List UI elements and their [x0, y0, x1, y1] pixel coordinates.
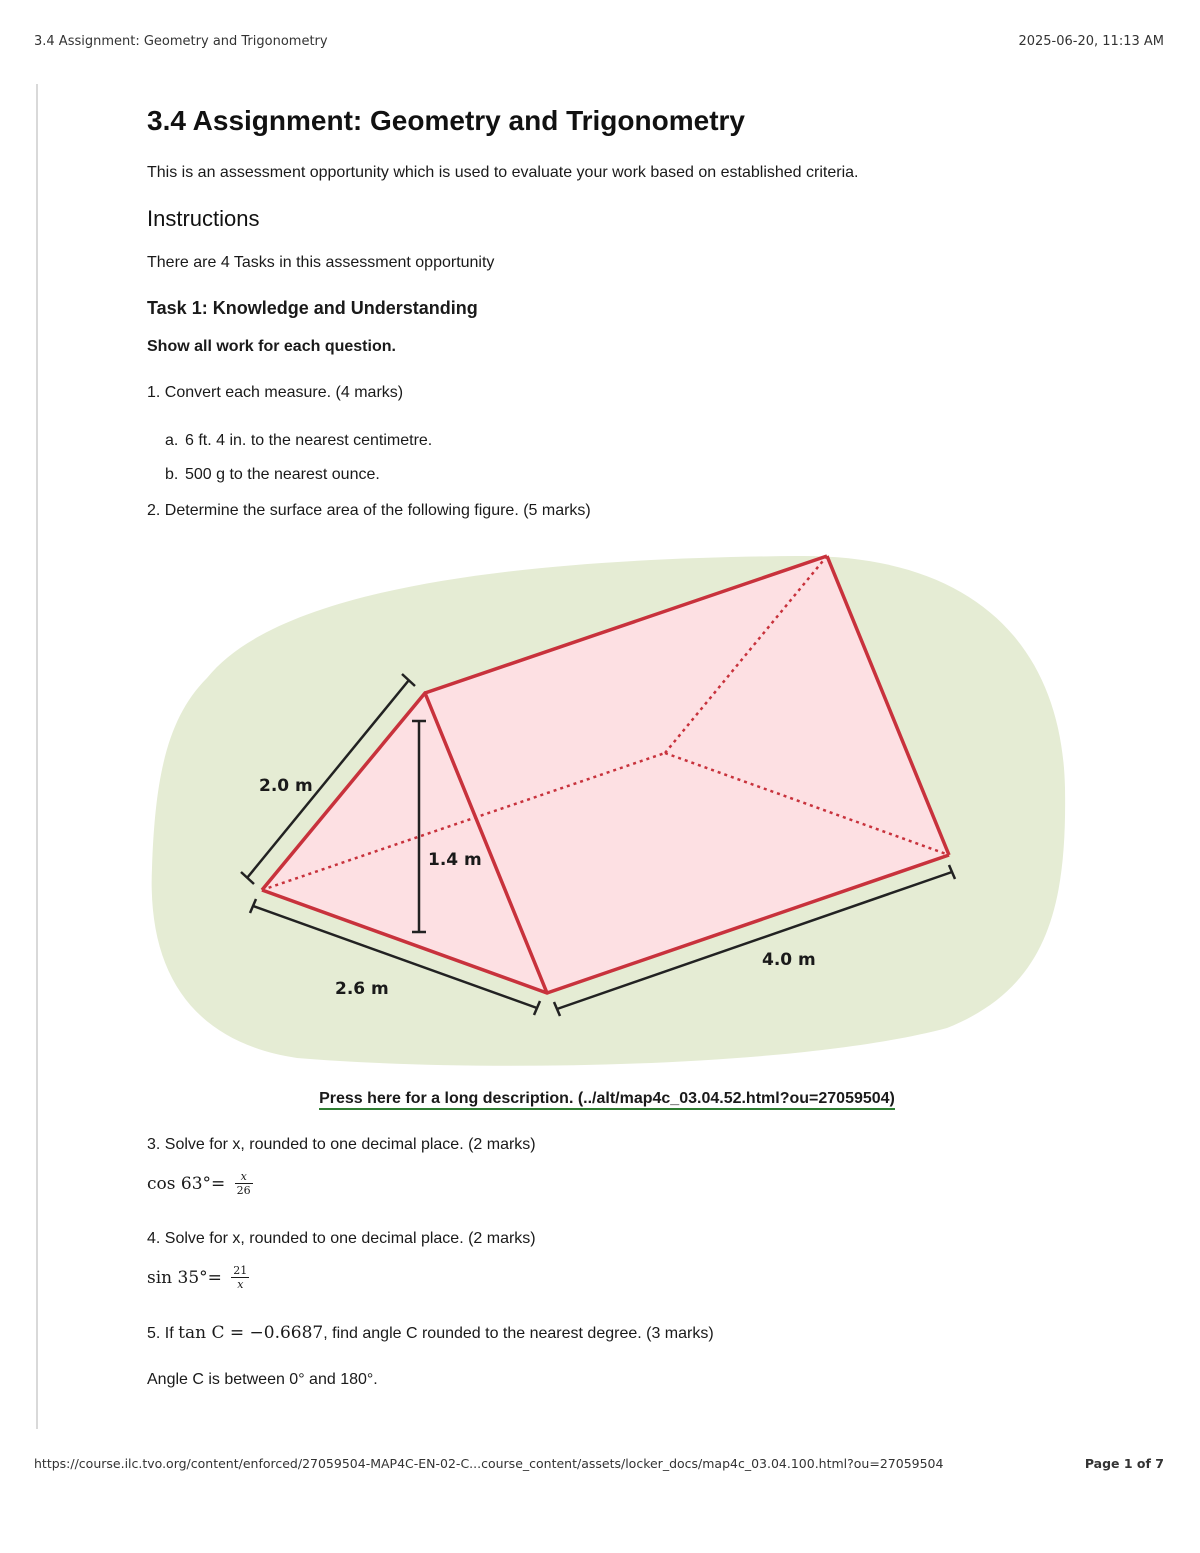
label-height: 1.4 m [428, 850, 482, 870]
fraction-numerator: 21 [233, 1264, 248, 1277]
question-4: 4. Solve for x, rounded to one decimal place. (2 marks) [147, 1230, 536, 1247]
equation-function: cos 63°= [147, 1173, 226, 1194]
question-1a [165, 430, 1067, 452]
long-description-wrapper [147, 1088, 1067, 1110]
question-5-suffix: , find angle C rounded to the nearest degree. (3 marks) [323, 1325, 714, 1342]
print-footer [34, 1456, 1164, 1476]
label-length: 4.0 m [762, 950, 816, 970]
triangular-prism-diagram [147, 538, 1067, 1078]
equation-fraction [231, 1264, 249, 1291]
question-1a-text: 6 ft. 4 in. to the nearest centimetre. [185, 432, 433, 449]
fraction-denominator: x [237, 1278, 244, 1291]
fraction-denominator: 26 [236, 1184, 251, 1197]
prism-figure [147, 538, 1067, 1078]
equation-fraction [235, 1170, 253, 1197]
label-slant: 2.0 m [259, 776, 313, 796]
task1-heading: Task 1: Knowledge and Understanding [147, 298, 478, 318]
question-4-equation [147, 1264, 1067, 1300]
question-5-math: tan C = −0.6687 [178, 1323, 324, 1343]
instructions-heading: Instructions [147, 206, 260, 231]
question-5 [147, 1322, 1067, 1345]
print-footer-page: Page 1 of 7 [1084, 1456, 1164, 1471]
intro-text: This is an assessment opportunity which is used to evaluate your work based on established criteria. [147, 164, 859, 181]
fraction-numerator: x [235, 1170, 253, 1184]
question-3-equation [147, 1170, 1067, 1206]
question-3: 3. Solve for x, rounded to one decimal place. (2 marks) [147, 1136, 536, 1153]
print-footer-url: https://course.ilc.tvo.org/content/enforced/27059504-MAP4C-EN-02-C...course_content/assets/locker_docs/map4c_03.04.100.html?ou=27059504 [34, 1456, 944, 1471]
label-base: 2.6 m [335, 979, 389, 999]
question-2: 2. Determine the surface area of the following figure. (5 marks) [147, 502, 591, 519]
list-marker: b. [165, 466, 179, 483]
show-work-note: Show all work for each question. [147, 338, 396, 355]
question-1-parts [147, 430, 1067, 486]
page-title: 3.4 Assignment: Geometry and Trigonometry [147, 105, 745, 136]
content-divider [36, 84, 38, 1429]
assignment-content [147, 102, 1067, 1391]
task-count-text: There are 4 Tasks in this assessment opportunity [147, 254, 495, 271]
long-description-link[interactable]: Press here for a long description. (../alt/map4c_03.04.52.html?ou=27059504) [319, 1090, 895, 1110]
question-5-prefix: 5. If [147, 1325, 179, 1342]
angle-range-note: Angle C is between 0° and 180°. [147, 1371, 378, 1388]
question-1: 1. Convert each measure. (4 marks) [147, 384, 404, 401]
print-header-datetime: 2025-06-20, 11:13 AM [1018, 34, 1164, 49]
list-marker: a. [165, 432, 179, 449]
equation-function: sin 35°= [147, 1267, 222, 1288]
question-1b [165, 464, 1067, 486]
question-1b-text: 500 g to the nearest ounce. [185, 466, 380, 483]
print-header-title: 3.4 Assignment: Geometry and Trigonometry [34, 34, 328, 49]
print-header [34, 34, 1164, 54]
